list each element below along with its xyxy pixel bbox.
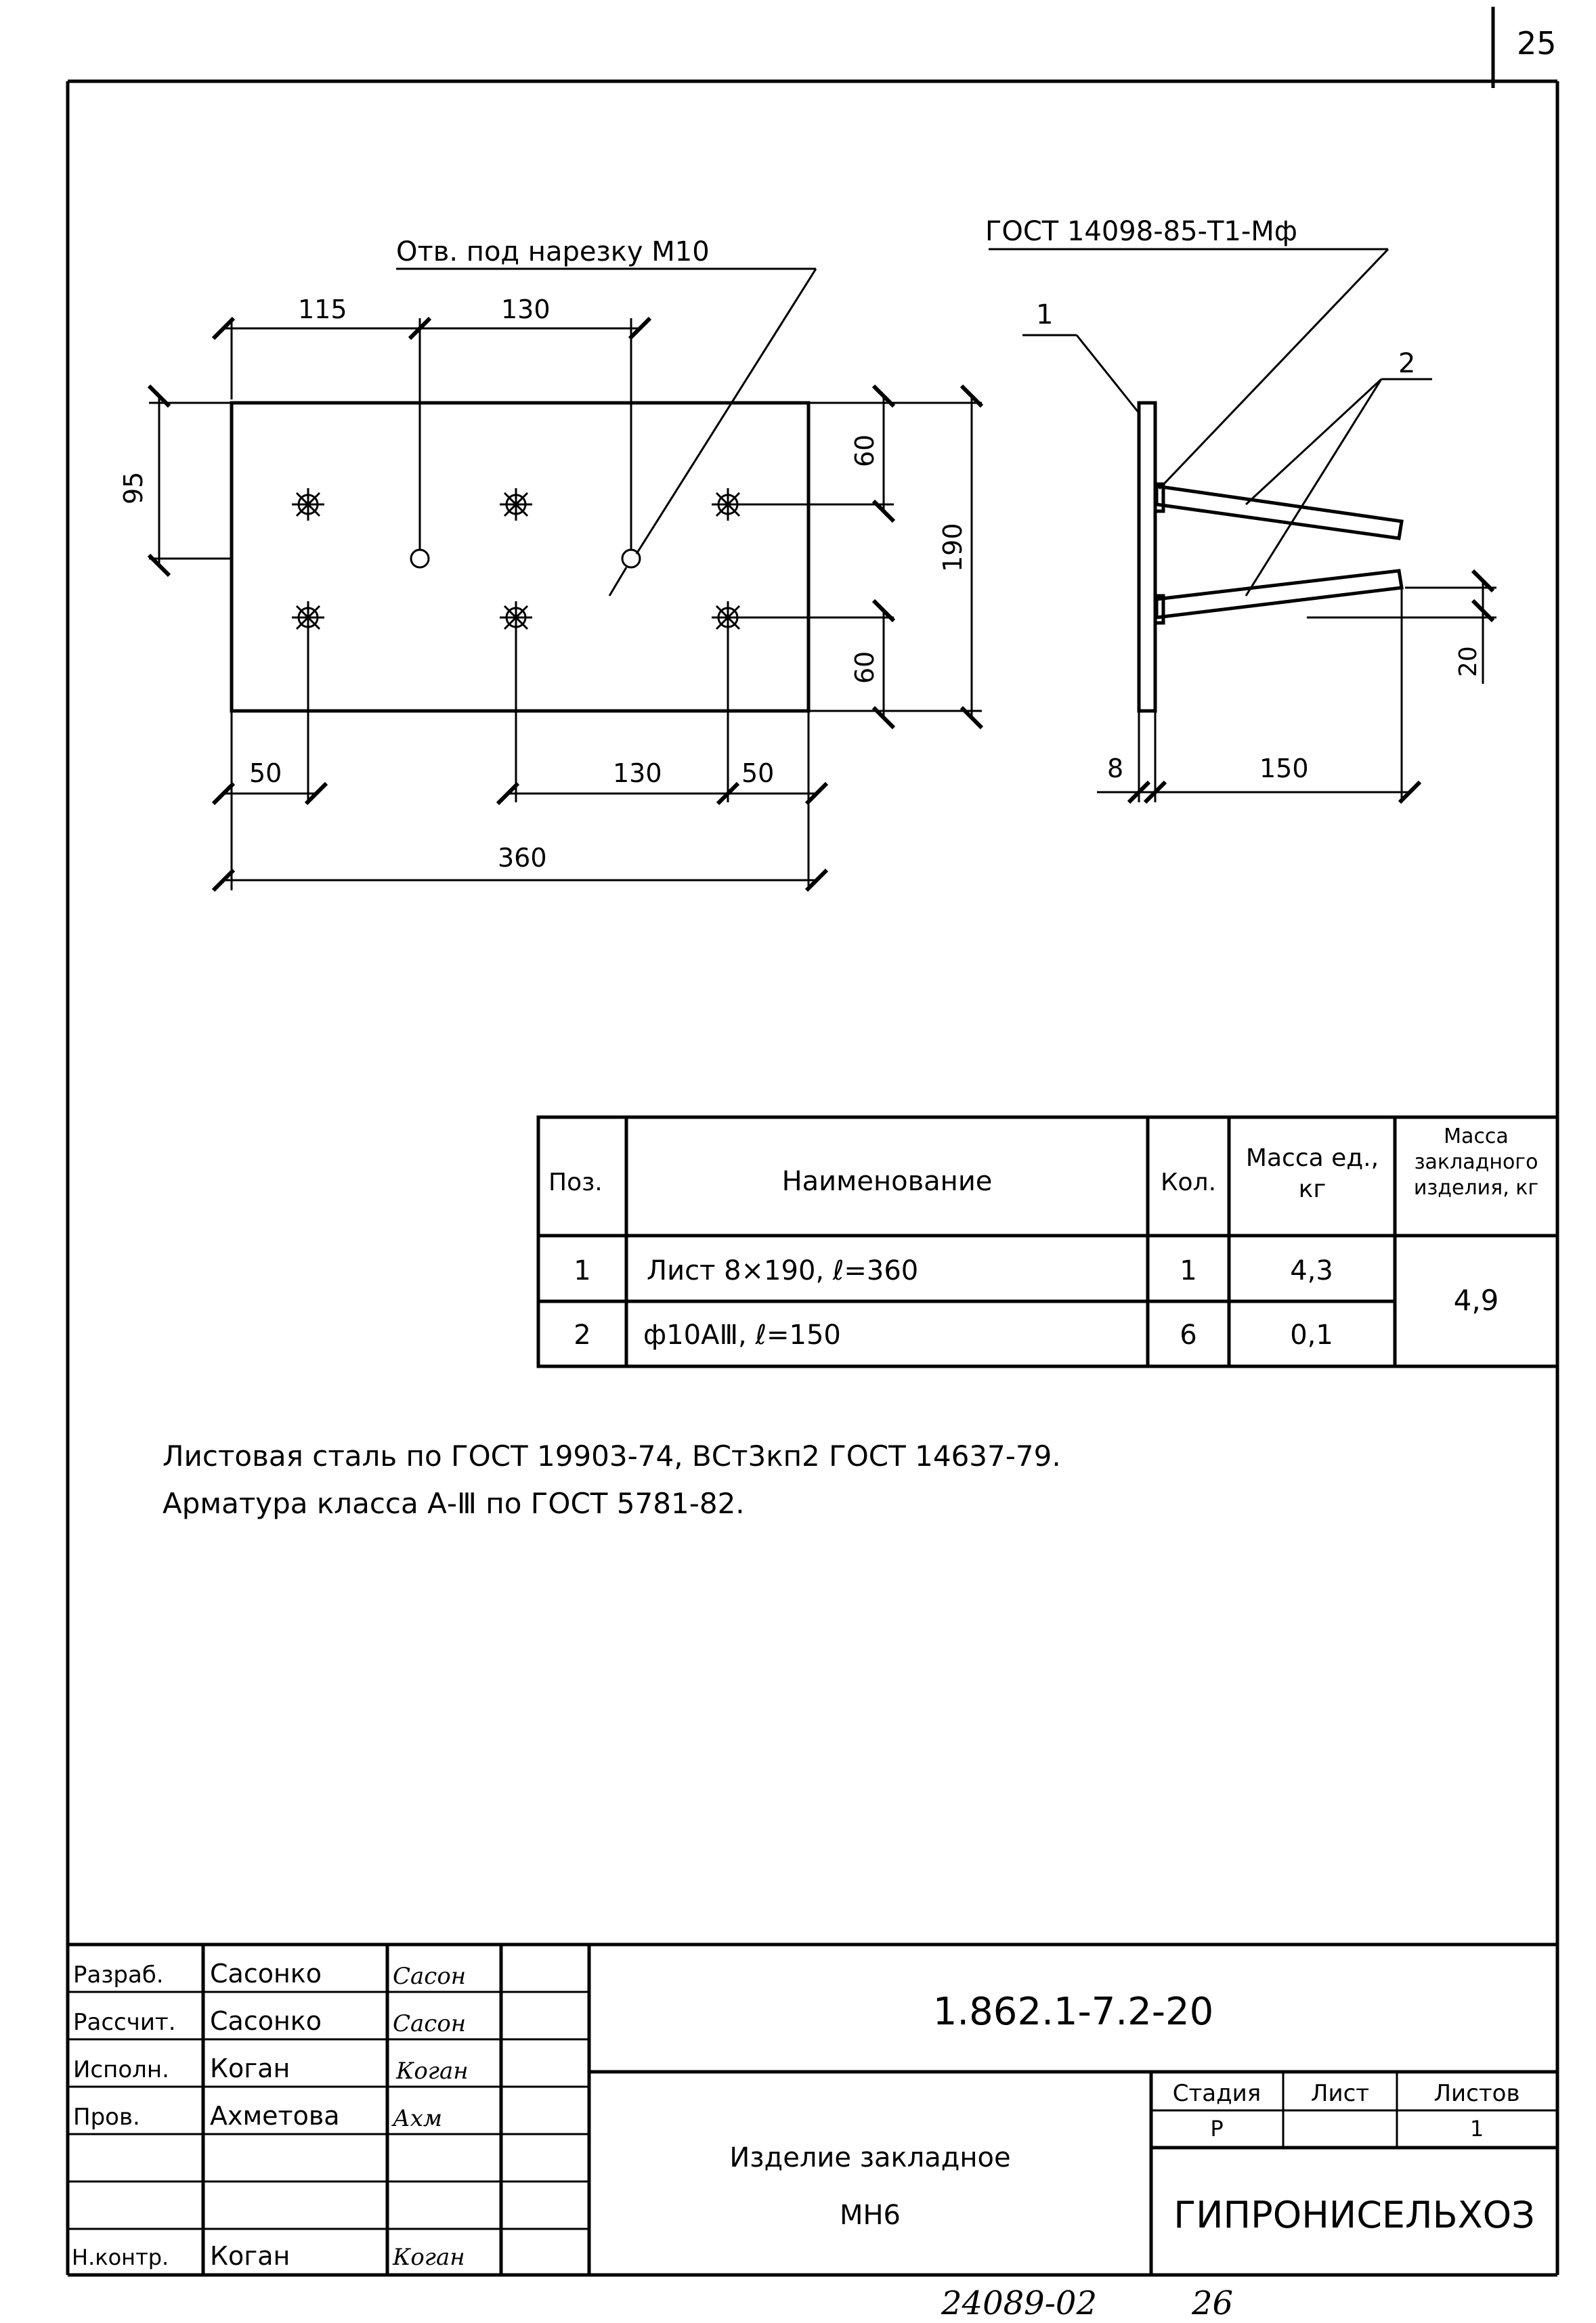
row2-qty: 6 xyxy=(1180,1320,1197,1351)
row1-qty: 1 xyxy=(1180,1255,1197,1286)
anchor-point xyxy=(292,488,324,521)
row2-name: ф10АⅢ, ℓ=150 xyxy=(643,1320,841,1351)
anchor-points xyxy=(292,488,744,634)
signature-calculated: Сасон xyxy=(393,2010,467,2037)
side-view xyxy=(985,216,1496,802)
title-block xyxy=(68,1945,1557,2275)
role-executor: Исполн. xyxy=(73,2056,169,2083)
threaded-hole xyxy=(411,550,429,567)
row1-name: Лист 8×190, ℓ=360 xyxy=(647,1255,919,1286)
th-total-mass: Масса закладного изделия, кг xyxy=(1413,1125,1539,1200)
sheet-label: Лист xyxy=(1310,2080,1370,2107)
stage-label: Стадия xyxy=(1172,2080,1261,2107)
anchor-bar-lower xyxy=(1157,571,1402,617)
dim-right-60-top: 60 xyxy=(850,434,880,467)
pos-2-label: 2 xyxy=(1398,348,1416,379)
role-developer: Разраб. xyxy=(73,1961,164,1989)
organization: ГИПРОНИСЕЛЬХОЗ xyxy=(1173,2194,1535,2236)
footer-page: 26 xyxy=(1192,2284,1234,2322)
name-developer: Сасонко xyxy=(210,1959,322,1989)
dim-top-130: 130 xyxy=(501,295,551,324)
spec-table xyxy=(538,1117,1557,1366)
footer-code: 24089-02 xyxy=(941,2284,1097,2322)
steel-plate-section xyxy=(1139,403,1155,711)
signature-developer: Сасон xyxy=(393,1963,467,1990)
row1-pos: 1 xyxy=(574,1255,591,1286)
signature-executor: Коган xyxy=(396,2058,469,2085)
total-mass: 4,9 xyxy=(1453,1284,1499,1317)
row2-pos: 2 xyxy=(574,1320,591,1351)
sheets-value: 1 xyxy=(1469,2116,1484,2142)
name-norm-control: Коган xyxy=(210,2241,290,2271)
dim-right-60-bottom: 60 xyxy=(850,651,880,684)
role-norm-control: Н.контр. xyxy=(72,2244,169,2270)
th-unit-mass: Масса ед., кг xyxy=(1245,1144,1379,1203)
gost-label: ГОСТ 14098-85-Т1-Мф xyxy=(985,216,1297,247)
row2-mass: 0,1 xyxy=(1290,1320,1333,1351)
steel-plate-plan xyxy=(232,403,808,711)
dim-top-115: 115 xyxy=(298,295,347,324)
plan-view xyxy=(118,236,982,890)
dim-bottom-130: 130 xyxy=(613,758,662,788)
threaded-holes xyxy=(411,550,640,567)
dim-left-95: 95 xyxy=(118,471,148,504)
hole-label: Отв. под нарезку М10 xyxy=(396,236,710,267)
dim-overall-360: 360 xyxy=(498,843,547,873)
doc-code: 1.862.1-7.2-20 xyxy=(932,1990,1214,2034)
stage-value: Р xyxy=(1210,2116,1224,2142)
note-line-1: Листовая сталь по ГОСТ 19903-74, ВСт3кп2 ГОСТ 14637-79. xyxy=(163,1439,1061,1473)
row1-mass: 4,3 xyxy=(1290,1255,1333,1286)
anchor-bar-upper xyxy=(1157,486,1402,538)
dim-length-150: 150 xyxy=(1259,754,1309,783)
dim-bottom-50-left: 50 xyxy=(249,758,282,788)
role-calculated: Рассчит. xyxy=(73,2009,176,2036)
name-checker: Ахметова xyxy=(210,2101,340,2131)
dim-height-20: 20 xyxy=(1454,646,1482,677)
name-calculated: Сасонко xyxy=(210,2006,322,2036)
th-name: Наименование xyxy=(781,1166,993,1197)
dim-bottom-50-right: 50 xyxy=(741,758,775,788)
role-checker: Пров. xyxy=(73,2104,140,2131)
name-executor: Коган xyxy=(210,2054,290,2083)
th-pos: Поз. xyxy=(548,1169,603,1196)
dim-thickness-8: 8 xyxy=(1107,754,1124,783)
anchor-point xyxy=(500,488,532,521)
product-mark: МН6 xyxy=(839,2200,901,2231)
pos-1-label: 1 xyxy=(1036,299,1054,330)
th-qty: Кол. xyxy=(1160,1169,1217,1196)
page-number: 25 xyxy=(1517,25,1557,62)
product-title: Изделие закладное xyxy=(729,2142,1011,2173)
note-line-2: Арматура класса А-Ⅲ по ГОСТ 5781-82. xyxy=(163,1487,745,1520)
dim-right-190: 190 xyxy=(938,523,968,572)
signature-checker: Ахм xyxy=(393,2105,443,2132)
sheets-label: Листов xyxy=(1433,2080,1520,2107)
signature-norm-control: Коган xyxy=(393,2244,465,2271)
